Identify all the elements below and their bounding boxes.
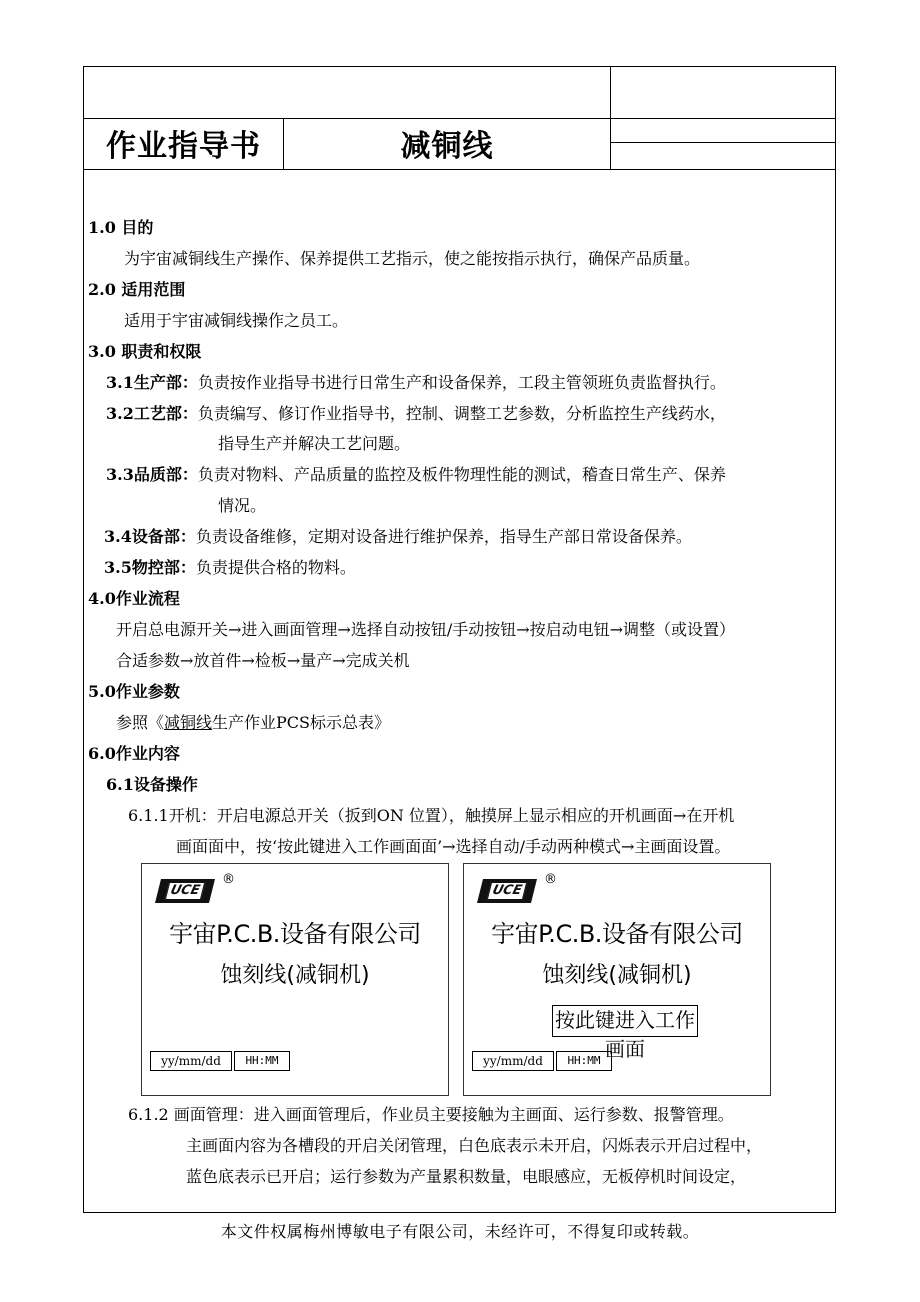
startup-screen-panel bbox=[141, 863, 449, 1096]
resp-material bbox=[104, 558, 356, 578]
resp-process-cont: 指导生产并解决工艺问题。 bbox=[218, 434, 411, 453]
section-6-1-2-b: 主画面内容为各槽段的开启关闭管理，白色底表示未开启，闪烁表示开启过程中， bbox=[186, 1136, 763, 1155]
section-4-text-1: 开启总电源开关→进入画面管理→选择自动按钮/手动按钮→按启动电钮→调整（或设置） bbox=[116, 620, 736, 639]
resp-text: 负责设备维修，定期对设备进行维护保养，指导生产部日常设备保养。 bbox=[195, 527, 692, 546]
resp-process bbox=[106, 404, 726, 424]
section-2-text: 适用于宇宙减铜线操作之员工。 bbox=[124, 311, 349, 330]
time-field: HH:MM bbox=[234, 1051, 290, 1071]
doc-type-title: 作业指导书 bbox=[106, 129, 261, 164]
header-rule bbox=[610, 118, 835, 119]
resp-label: 3.2工艺部： bbox=[106, 404, 198, 423]
registered-mark: ® bbox=[222, 872, 235, 887]
section-5-title: 5.0作业参数 bbox=[88, 682, 180, 701]
section-5-text bbox=[116, 713, 390, 733]
date-field: yy/mm/dd bbox=[150, 1051, 232, 1071]
resp-equipment bbox=[104, 527, 692, 547]
section-6-1-1-b: 画面面中，按‘按此键进入工作画面面’→选择自动/手动两种模式→主画面设置。 bbox=[176, 837, 731, 856]
section-6-1-1-a: 6.1.1开机：开启电源总开关（扳到ON 位置），触摸屏上显示相应的开机画面→在开机 bbox=[128, 806, 735, 825]
section-6-1-2-a: 6.1.2 画面管理：进入画面管理后，作业员主要接触为主画面、运行参数、报警管理。 bbox=[128, 1105, 734, 1124]
resp-quality-cont: 情况。 bbox=[218, 496, 267, 515]
header-rule bbox=[610, 142, 835, 143]
section-6-1-2-c: 蓝色底表示已开启；运行参数为产量累积数量，电眼感应，无板停机时间设定， bbox=[186, 1167, 747, 1186]
section-4-title: 4.0作业流程 bbox=[88, 589, 180, 608]
enter-screen-panel bbox=[463, 863, 771, 1096]
resp-production bbox=[106, 373, 726, 393]
uce-logo: UCE bbox=[477, 879, 537, 903]
resp-label: 3.1生产部： bbox=[106, 373, 198, 392]
uce-logo: UCE bbox=[155, 879, 215, 903]
resp-text: 负责对物料、产品质量的监控及板件物理性能的测试，稽查日常生产、保养 bbox=[197, 465, 726, 484]
ref-prefix: 参照《 bbox=[116, 713, 165, 732]
company-name: 宇宙P.C.B.设备有限公司 bbox=[169, 920, 421, 948]
company-name: 宇宙P.C.B.设备有限公司 bbox=[491, 920, 743, 948]
ref-link[interactable]: 减铜线 bbox=[164, 713, 213, 732]
machine-name: 蚀刻线(减铜机) bbox=[220, 963, 370, 988]
section-3-title: 3.0 职责和权限 bbox=[88, 342, 202, 361]
resp-label: 3.3品质部： bbox=[106, 465, 198, 484]
resp-quality bbox=[106, 465, 726, 485]
resp-text: 负责编写、修订作业指导书，控制、调整工艺参数，分析监控生产线药水， bbox=[197, 404, 726, 423]
time-field: HH:MM bbox=[556, 1051, 612, 1071]
machine-name: 蚀刻线(减铜机) bbox=[542, 963, 692, 988]
ref-suffix: 生产作业PCS标示总表》 bbox=[212, 713, 391, 732]
section-4-text-2: 合适参数→放首件→检板→量产→完成关机 bbox=[116, 651, 410, 670]
section-1-title: 1.0 目的 bbox=[88, 218, 154, 237]
registered-mark: ® bbox=[544, 872, 557, 887]
resp-text: 负责提供合格的物料。 bbox=[195, 558, 356, 577]
header-table bbox=[84, 67, 835, 170]
resp-label: 3.4设备部： bbox=[104, 527, 196, 546]
resp-label: 3.5物控部： bbox=[104, 558, 196, 577]
section-6-1-title: 6.1设备操作 bbox=[106, 775, 198, 794]
section-1-text: 为宇宙减铜线生产操作、保养提供工艺指示，使之能按指示执行，确保产品质量。 bbox=[124, 249, 701, 268]
section-2-title: 2.0 适用范围 bbox=[88, 280, 186, 299]
copyright-footer: 本文件权属梅州博敏电子有限公司，未经许可，不得复印或转载。 bbox=[220, 1222, 700, 1241]
section-6-title: 6.0作业内容 bbox=[88, 744, 180, 763]
resp-text: 负责按作业指导书进行日常生产和设备保养，工段主管领班负责监督执行。 bbox=[197, 373, 726, 392]
doc-name-title: 减铜线 bbox=[400, 129, 494, 164]
date-field: yy/mm/dd bbox=[472, 1051, 554, 1071]
enter-work-screen-button[interactable]: 按此键进入工作画面 bbox=[552, 1005, 698, 1037]
